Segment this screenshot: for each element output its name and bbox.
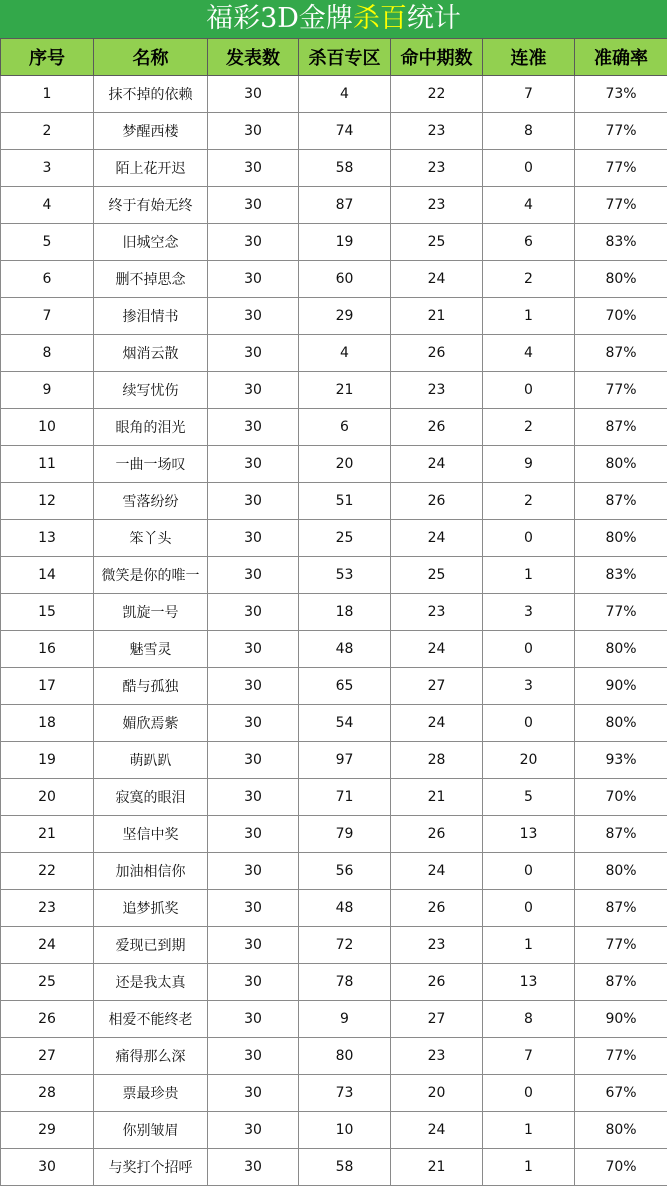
cell-col-hits: 23 (391, 372, 483, 409)
cell-col-hits: 26 (391, 890, 483, 927)
cell-col-kill-hundred: 87 (299, 187, 391, 224)
cell-col-published: 30 (208, 187, 299, 224)
cell-col-accuracy: 77% (575, 150, 667, 187)
cell-col-accuracy: 77% (575, 927, 667, 964)
cell-col-hits: 25 (391, 224, 483, 261)
cell-col-published: 30 (208, 224, 299, 261)
cell-col-streak: 3 (483, 668, 575, 705)
cell-col-index: 13 (1, 520, 94, 557)
cell-col-published: 30 (208, 853, 299, 890)
cell-col-kill-hundred: 4 (299, 76, 391, 113)
cell-col-streak: 1 (483, 1149, 575, 1186)
table-row (1, 964, 667, 1001)
cell-col-index: 25 (1, 964, 94, 1001)
cell-col-kill-hundred: 18 (299, 594, 391, 631)
cell-col-hits: 23 (391, 187, 483, 224)
cell-col-index: 7 (1, 298, 94, 335)
cell-col-index: 21 (1, 816, 94, 853)
cell-col-index: 23 (1, 890, 94, 927)
cell-col-hits: 23 (391, 113, 483, 150)
cell-col-name: 还是我太真 (94, 964, 208, 1001)
table-row (1, 150, 667, 187)
cell-col-streak: 13 (483, 816, 575, 853)
cell-col-published: 30 (208, 557, 299, 594)
cell-col-index: 18 (1, 705, 94, 742)
cell-col-hits: 23 (391, 594, 483, 631)
cell-col-published: 30 (208, 1001, 299, 1038)
cell-col-index: 24 (1, 927, 94, 964)
cell-col-index: 6 (1, 261, 94, 298)
cell-col-index: 16 (1, 631, 94, 668)
cell-col-published: 30 (208, 520, 299, 557)
cell-col-accuracy: 77% (575, 1038, 667, 1075)
cell-col-index: 29 (1, 1112, 94, 1149)
cell-col-kill-hundred: 21 (299, 372, 391, 409)
cell-col-published: 30 (208, 335, 299, 372)
table-row (1, 409, 667, 446)
table-row (1, 1149, 667, 1186)
header-col-accuracy: 准确率 (575, 39, 667, 76)
cell-col-published: 30 (208, 631, 299, 668)
table-row (1, 298, 667, 335)
table-row (1, 1038, 667, 1075)
cell-col-published: 30 (208, 964, 299, 1001)
cell-col-accuracy: 83% (575, 557, 667, 594)
cell-col-streak: 6 (483, 224, 575, 261)
table-row (1, 779, 667, 816)
cell-col-published: 30 (208, 1112, 299, 1149)
cell-col-name: 萌趴趴 (94, 742, 208, 779)
table-row (1, 372, 667, 409)
cell-col-hits: 27 (391, 668, 483, 705)
cell-col-accuracy: 80% (575, 520, 667, 557)
table-row (1, 668, 667, 705)
cell-col-published: 30 (208, 372, 299, 409)
table-row (1, 557, 667, 594)
cell-col-name: 梦醒西楼 (94, 113, 208, 150)
cell-col-kill-hundred: 10 (299, 1112, 391, 1149)
cell-col-hits: 24 (391, 705, 483, 742)
cell-col-accuracy: 80% (575, 631, 667, 668)
cell-col-name: 你别皱眉 (94, 1112, 208, 1149)
cell-col-name: 抹不掉的依赖 (94, 76, 208, 113)
cell-col-name: 酷与孤独 (94, 668, 208, 705)
cell-col-published: 30 (208, 113, 299, 150)
cell-col-streak: 3 (483, 594, 575, 631)
cell-col-hits: 24 (391, 853, 483, 890)
cell-col-name: 笨丫头 (94, 520, 208, 557)
cell-col-name: 掺泪情书 (94, 298, 208, 335)
cell-col-index: 15 (1, 594, 94, 631)
cell-col-hits: 23 (391, 150, 483, 187)
cell-col-hits: 21 (391, 298, 483, 335)
cell-col-streak: 20 (483, 742, 575, 779)
cell-col-streak: 2 (483, 409, 575, 446)
cell-col-kill-hundred: 71 (299, 779, 391, 816)
cell-col-name: 雪落纷纷 (94, 483, 208, 520)
cell-col-accuracy: 80% (575, 1112, 667, 1149)
cell-col-kill-hundred: 58 (299, 150, 391, 187)
cell-col-accuracy: 80% (575, 261, 667, 298)
table-row (1, 927, 667, 964)
cell-col-kill-hundred: 4 (299, 335, 391, 372)
page-title (0, 0, 667, 38)
table-row (1, 742, 667, 779)
cell-col-kill-hundred: 53 (299, 557, 391, 594)
cell-col-published: 30 (208, 890, 299, 927)
cell-col-published: 30 (208, 446, 299, 483)
cell-col-published: 30 (208, 298, 299, 335)
cell-col-accuracy: 73% (575, 76, 667, 113)
cell-col-name: 追梦抓奖 (94, 890, 208, 927)
cell-col-kill-hundred: 29 (299, 298, 391, 335)
cell-col-accuracy: 87% (575, 335, 667, 372)
header-row (1, 39, 667, 76)
cell-col-index: 9 (1, 372, 94, 409)
cell-col-streak: 7 (483, 76, 575, 113)
cell-col-accuracy: 87% (575, 890, 667, 927)
cell-col-index: 28 (1, 1075, 94, 1112)
cell-col-accuracy: 90% (575, 668, 667, 705)
cell-col-kill-hundred: 60 (299, 261, 391, 298)
cell-col-accuracy: 87% (575, 483, 667, 520)
cell-col-kill-hundred: 54 (299, 705, 391, 742)
table-row (1, 113, 667, 150)
cell-col-hits: 24 (391, 520, 483, 557)
cell-col-kill-hundred: 6 (299, 409, 391, 446)
cell-col-hits: 27 (391, 1001, 483, 1038)
cell-col-name: 加油相信你 (94, 853, 208, 890)
cell-col-hits: 26 (391, 816, 483, 853)
cell-col-kill-hundred: 80 (299, 1038, 391, 1075)
cell-col-published: 30 (208, 705, 299, 742)
cell-col-streak: 2 (483, 261, 575, 298)
cell-col-kill-hundred: 51 (299, 483, 391, 520)
cell-col-kill-hundred: 79 (299, 816, 391, 853)
cell-col-kill-hundred: 19 (299, 224, 391, 261)
cell-col-accuracy: 90% (575, 1001, 667, 1038)
cell-col-index: 8 (1, 335, 94, 372)
cell-col-streak: 0 (483, 705, 575, 742)
header-col-name: 名称 (94, 39, 208, 76)
table-row (1, 520, 667, 557)
title-highlight: 杀百 (353, 3, 407, 34)
cell-col-name: 相爱不能终老 (94, 1001, 208, 1038)
cell-col-streak: 4 (483, 335, 575, 372)
cell-col-published: 30 (208, 779, 299, 816)
cell-col-streak: 13 (483, 964, 575, 1001)
cell-col-index: 12 (1, 483, 94, 520)
table-row (1, 483, 667, 520)
cell-col-accuracy: 77% (575, 187, 667, 224)
header-col-published: 发表数 (208, 39, 299, 76)
cell-col-index: 10 (1, 409, 94, 446)
cell-col-index: 17 (1, 668, 94, 705)
cell-col-streak: 0 (483, 372, 575, 409)
cell-col-published: 30 (208, 409, 299, 446)
cell-col-name: 微笑是你的唯一 (94, 557, 208, 594)
cell-col-kill-hundred: 73 (299, 1075, 391, 1112)
cell-col-published: 30 (208, 483, 299, 520)
table-row (1, 76, 667, 113)
cell-col-name: 与奖打个招呼 (94, 1149, 208, 1186)
table-row (1, 890, 667, 927)
table-row (1, 1112, 667, 1149)
cell-col-streak: 2 (483, 483, 575, 520)
title-text-1: 福彩3D金牌 (206, 3, 353, 34)
cell-col-streak: 1 (483, 1112, 575, 1149)
cell-col-accuracy: 77% (575, 113, 667, 150)
cell-col-index: 5 (1, 224, 94, 261)
cell-col-kill-hundred: 74 (299, 113, 391, 150)
cell-col-published: 30 (208, 742, 299, 779)
cell-col-published: 30 (208, 668, 299, 705)
cell-col-published: 30 (208, 1149, 299, 1186)
cell-col-kill-hundred: 20 (299, 446, 391, 483)
cell-col-accuracy: 70% (575, 779, 667, 816)
cell-col-hits: 24 (391, 1112, 483, 1149)
cell-col-index: 30 (1, 1149, 94, 1186)
cell-col-hits: 26 (391, 335, 483, 372)
header-col-streak: 连准 (483, 39, 575, 76)
cell-col-accuracy: 87% (575, 409, 667, 446)
cell-col-streak: 0 (483, 631, 575, 668)
cell-col-index: 11 (1, 446, 94, 483)
cell-col-kill-hundred: 48 (299, 890, 391, 927)
cell-col-kill-hundred: 56 (299, 853, 391, 890)
cell-col-published: 30 (208, 927, 299, 964)
table-row (1, 224, 667, 261)
table-row (1, 594, 667, 631)
cell-col-name: 坚信中奖 (94, 816, 208, 853)
cell-col-kill-hundred: 72 (299, 927, 391, 964)
cell-col-name: 爱现已到期 (94, 927, 208, 964)
cell-col-streak: 8 (483, 113, 575, 150)
table-body (1, 76, 667, 1186)
cell-col-name: 终于有始无终 (94, 187, 208, 224)
cell-col-streak: 1 (483, 557, 575, 594)
cell-col-hits: 28 (391, 742, 483, 779)
cell-col-kill-hundred: 58 (299, 1149, 391, 1186)
cell-col-name: 痛得那么深 (94, 1038, 208, 1075)
cell-col-kill-hundred: 9 (299, 1001, 391, 1038)
cell-col-hits: 24 (391, 261, 483, 298)
cell-col-streak: 9 (483, 446, 575, 483)
cell-col-name: 寂寞的眼泪 (94, 779, 208, 816)
cell-col-published: 30 (208, 150, 299, 187)
cell-col-hits: 22 (391, 76, 483, 113)
cell-col-streak: 8 (483, 1001, 575, 1038)
cell-col-streak: 5 (483, 779, 575, 816)
table-row (1, 187, 667, 224)
cell-col-index: 20 (1, 779, 94, 816)
cell-col-accuracy: 87% (575, 964, 667, 1001)
cell-col-index: 3 (1, 150, 94, 187)
cell-col-streak: 0 (483, 150, 575, 187)
cell-col-kill-hundred: 78 (299, 964, 391, 1001)
cell-col-streak: 0 (483, 520, 575, 557)
cell-col-hits: 21 (391, 1149, 483, 1186)
cell-col-accuracy: 80% (575, 705, 667, 742)
table-row (1, 446, 667, 483)
cell-col-name: 票最珍贵 (94, 1075, 208, 1112)
stats-table (0, 38, 667, 1186)
cell-col-published: 30 (208, 1075, 299, 1112)
cell-col-hits: 23 (391, 927, 483, 964)
cell-col-streak: 7 (483, 1038, 575, 1075)
cell-col-hits: 26 (391, 409, 483, 446)
cell-col-hits: 26 (391, 964, 483, 1001)
cell-col-streak: 0 (483, 1075, 575, 1112)
cell-col-accuracy: 93% (575, 742, 667, 779)
cell-col-hits: 26 (391, 483, 483, 520)
cell-col-accuracy: 70% (575, 298, 667, 335)
cell-col-name: 续写忧伤 (94, 372, 208, 409)
title-text-2: 统计 (407, 3, 461, 34)
cell-col-accuracy: 87% (575, 816, 667, 853)
table-row (1, 1001, 667, 1038)
cell-col-hits: 23 (391, 1038, 483, 1075)
cell-col-index: 26 (1, 1001, 94, 1038)
header-col-kill-hundred: 杀百专区 (299, 39, 391, 76)
cell-col-name: 凯旋一号 (94, 594, 208, 631)
cell-col-streak: 4 (483, 187, 575, 224)
cell-col-published: 30 (208, 76, 299, 113)
table-row (1, 335, 667, 372)
cell-col-index: 27 (1, 1038, 94, 1075)
cell-col-name: 媚欣焉紫 (94, 705, 208, 742)
cell-col-kill-hundred: 48 (299, 631, 391, 668)
cell-col-streak: 1 (483, 927, 575, 964)
cell-col-kill-hundred: 25 (299, 520, 391, 557)
header-col-index: 序号 (1, 39, 94, 76)
cell-col-hits: 25 (391, 557, 483, 594)
cell-col-published: 30 (208, 1038, 299, 1075)
cell-col-accuracy: 80% (575, 446, 667, 483)
table-row (1, 1075, 667, 1112)
cell-col-streak: 1 (483, 298, 575, 335)
cell-col-accuracy: 80% (575, 853, 667, 890)
cell-col-name: 烟消云散 (94, 335, 208, 372)
cell-col-published: 30 (208, 594, 299, 631)
cell-col-streak: 0 (483, 853, 575, 890)
cell-col-name: 眼角的泪光 (94, 409, 208, 446)
cell-col-accuracy: 67% (575, 1075, 667, 1112)
cell-col-index: 2 (1, 113, 94, 150)
cell-col-hits: 21 (391, 779, 483, 816)
cell-col-name: 旧城空念 (94, 224, 208, 261)
cell-col-kill-hundred: 97 (299, 742, 391, 779)
table-row (1, 853, 667, 890)
header-col-hits: 命中期数 (391, 39, 483, 76)
cell-col-accuracy: 77% (575, 372, 667, 409)
cell-col-name: 陌上花开迟 (94, 150, 208, 187)
cell-col-index: 1 (1, 76, 94, 113)
cell-col-accuracy: 83% (575, 224, 667, 261)
cell-col-index: 14 (1, 557, 94, 594)
cell-col-published: 30 (208, 816, 299, 853)
cell-col-kill-hundred: 65 (299, 668, 391, 705)
cell-col-hits: 24 (391, 631, 483, 668)
cell-col-name: 魅雪灵 (94, 631, 208, 668)
table-row (1, 261, 667, 298)
cell-col-accuracy: 77% (575, 594, 667, 631)
cell-col-name: 删不掉思念 (94, 261, 208, 298)
cell-col-index: 4 (1, 187, 94, 224)
table-row (1, 631, 667, 668)
table-row (1, 816, 667, 853)
table-row (1, 705, 667, 742)
cell-col-accuracy: 70% (575, 1149, 667, 1186)
cell-col-index: 22 (1, 853, 94, 890)
cell-col-index: 19 (1, 742, 94, 779)
cell-col-streak: 0 (483, 890, 575, 927)
cell-col-published: 30 (208, 261, 299, 298)
cell-col-name: 一曲一场叹 (94, 446, 208, 483)
cell-col-hits: 20 (391, 1075, 483, 1112)
cell-col-hits: 24 (391, 446, 483, 483)
